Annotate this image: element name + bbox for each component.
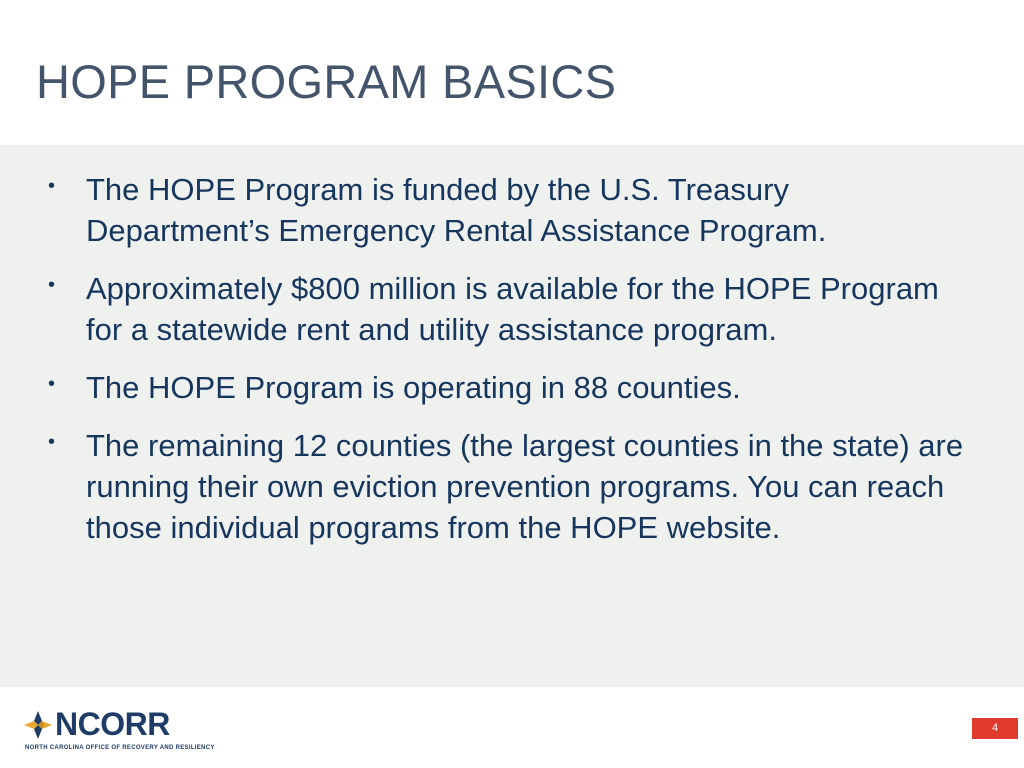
bullet-text: The HOPE Program is funded by the U.S. Treasury Department’s Emergency Rental Assistance Program. [86, 172, 827, 248]
bullet-item [46, 425, 976, 548]
logo-wordmark: NCORR [55, 706, 170, 742]
bullet-text: The HOPE Program is operating in 88 counties. [86, 370, 741, 405]
bullet-text: Approximately $800 million is available for the HOPE Program for a statewide rent and utility assistance program. [86, 271, 939, 347]
bullet-icon: • [48, 431, 56, 453]
bullet-text: The remaining 12 counties (the largest counties in the state) are running their own eviction prevention programs. You can reach those individual programs from the HOPE website. [86, 428, 964, 545]
ncorr-logo [24, 706, 215, 755]
content-panel [0, 145, 1024, 687]
bullet-item [46, 268, 976, 350]
bullet-item [46, 367, 976, 408]
slide-title: HOPE PROGRAM BASICS [36, 55, 617, 108]
bullet-item [46, 169, 976, 251]
logo-subtitle: NORTH CAROLINA OFFICE OF RECOVERY AND RESILIENCY [25, 745, 215, 751]
bullet-icon: • [48, 373, 56, 395]
bullet-list [46, 169, 976, 565]
compass-star-icon [24, 711, 52, 739]
page-number: 4 [972, 718, 1018, 739]
bullet-icon: • [48, 175, 56, 197]
bullet-icon: • [48, 274, 56, 296]
slide-footer [0, 687, 1024, 768]
